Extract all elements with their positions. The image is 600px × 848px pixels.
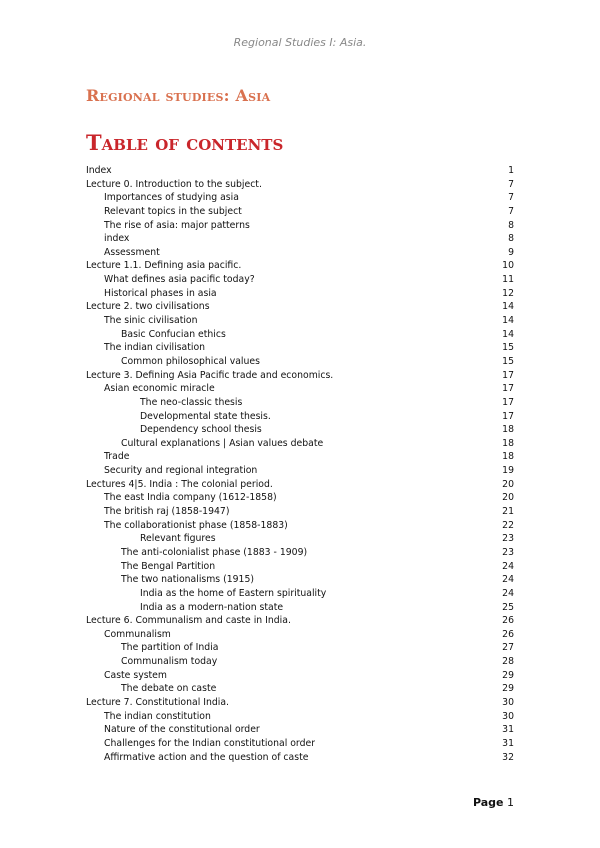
toc-entry[interactable] [86, 178, 514, 192]
toc-entry-page: 29 [502, 669, 514, 681]
toc-entry[interactable] [86, 450, 514, 464]
toc-entry[interactable] [86, 259, 514, 273]
toc-entry-page: 7 [508, 178, 514, 190]
toc-entry[interactable] [86, 205, 514, 219]
toc-entry-page: 31 [502, 737, 514, 749]
toc-entry[interactable] [86, 369, 514, 383]
toc-entry[interactable] [86, 328, 514, 342]
toc-entry-page: 19 [502, 465, 514, 477]
toc-entry-page: 9 [508, 246, 514, 258]
toc-entry[interactable] [86, 601, 514, 615]
toc-entry[interactable] [86, 696, 514, 710]
toc-entry-title: Lecture 2. two civilisations [86, 301, 210, 313]
toc-entry-title: Caste system [104, 669, 167, 681]
toc-entry-page: 18 [502, 424, 514, 436]
toc-entry-page: 24 [502, 574, 514, 586]
toc-entry-title: What defines asia pacific today? [104, 274, 255, 286]
toc-entry-page: 32 [502, 751, 514, 763]
toc-entry-page: 28 [502, 656, 514, 668]
toc-entry-title: The rise of asia: major patterns [104, 219, 250, 231]
toc-entry[interactable] [86, 587, 514, 601]
toc-entry-page: 1 [508, 165, 514, 176]
toc-entry-title: The neo-classic thesis [140, 396, 243, 408]
toc-entry-title: Historical phases in asia [104, 287, 217, 299]
toc-entry-page: 10 [502, 260, 514, 272]
toc-entry-title: Developmental state thesis. [140, 410, 271, 422]
toc-entry-page: 18 [502, 451, 514, 463]
toc-entry-title: Assessment [104, 246, 160, 258]
toc-entry[interactable] [86, 560, 514, 574]
toc-entry[interactable] [86, 382, 514, 396]
toc-entry-page: 30 [502, 696, 514, 708]
toc-entry-page: 30 [502, 710, 514, 722]
page-number: 1 [507, 796, 514, 809]
toc-entry[interactable] [86, 478, 514, 492]
toc-entry-page: 29 [502, 683, 514, 695]
toc-entry-title: The debate on caste [121, 683, 217, 695]
toc-entry-title: The collaborationist phase (1858-1883) [104, 519, 288, 531]
toc-entry[interactable] [86, 355, 514, 369]
toc-entry-title: The anti-colonialist phase (1883 - 1909) [121, 546, 308, 558]
document-title: Regional studies: Asia [86, 86, 271, 105]
toc-entry-page: 17 [502, 410, 514, 422]
toc-entry-page: 26 [502, 628, 514, 640]
toc-entry-title: Relevant figures [140, 533, 216, 545]
toc-entry[interactable] [86, 273, 514, 287]
toc-entry-page: 23 [502, 533, 514, 545]
toc-entry-title: Cultural explanations | Asian values debate [121, 437, 324, 449]
toc-entry-page: 15 [502, 355, 514, 367]
toc-entry-title: Lecture 7. Constitutional India. [86, 696, 229, 708]
toc-entry[interactable] [86, 219, 514, 233]
toc-entry-page: 15 [502, 342, 514, 354]
toc-entry-page: 17 [502, 396, 514, 408]
toc-entry[interactable] [86, 710, 514, 724]
toc-entry[interactable] [86, 519, 514, 533]
toc-entry[interactable] [86, 300, 514, 314]
toc-entry[interactable] [86, 246, 514, 260]
toc-entry[interactable] [86, 287, 514, 301]
toc-entry[interactable] [86, 423, 514, 437]
toc-entry-title: The partition of India [121, 642, 219, 654]
toc-entry-title: Basic Confucian ethics [121, 328, 226, 340]
toc-entry-title: The indian civilisation [104, 342, 206, 354]
toc-entry[interactable] [86, 164, 514, 178]
toc-entry-title: Security and regional integration [104, 465, 258, 477]
toc-entry[interactable] [86, 737, 514, 751]
toc-entry-page: 31 [502, 724, 514, 736]
toc-entry-title: Lecture 3. Defining Asia Pacific trade and economics. [86, 369, 334, 381]
page-label: Page [472, 796, 504, 809]
toc-entry[interactable] [86, 505, 514, 519]
toc-entry[interactable] [86, 723, 514, 737]
running-header: Regional Studies I: Asia. [233, 36, 367, 49]
page-footer [473, 796, 514, 809]
toc-entry-title: Relevant topics in the subject [104, 205, 242, 217]
toc-entry-page: 18 [502, 437, 514, 449]
toc-entry[interactable] [86, 314, 514, 328]
toc-entry-page: 24 [502, 587, 514, 599]
toc-entry[interactable] [86, 191, 514, 205]
toc-entry-page: 14 [502, 301, 514, 313]
toc-entry-page: 14 [502, 328, 514, 340]
toc-entry-title: Importances of studying asia [104, 192, 239, 204]
toc-entry[interactable] [86, 410, 514, 424]
toc-entry[interactable] [86, 464, 514, 478]
toc-entry-page: 11 [502, 274, 514, 286]
toc-entry-page: 17 [502, 383, 514, 395]
toc-entry-title: Trade [104, 451, 130, 463]
toc-entry-title: Common philosophical values [121, 355, 260, 367]
toc-entry[interactable] [86, 628, 514, 642]
toc-entry[interactable] [86, 669, 514, 683]
toc-heading: Table of contents [86, 130, 284, 155]
toc-entry[interactable] [86, 341, 514, 355]
toc-entry-page: 7 [508, 205, 514, 217]
toc-entry-title: Lecture 1.1. Defining asia pacific. [86, 260, 242, 272]
toc-entry-title: Index [86, 165, 112, 176]
toc-entry-title: index [104, 233, 130, 245]
toc-entry-page: 20 [502, 492, 514, 504]
toc-entry[interactable] [86, 573, 514, 587]
toc-entry-title: The british raj (1858-1947) [104, 506, 230, 518]
toc-entry-title: India as the home of Eastern spirituality [140, 587, 327, 599]
toc-entry-page: 12 [502, 287, 514, 299]
toc-entry-page: 20 [502, 478, 514, 490]
toc-entry-title: Dependency school thesis [140, 424, 262, 436]
toc-entry-title: Communalism today [121, 656, 218, 668]
toc-entry[interactable] [86, 751, 514, 765]
toc-entry-title: The Bengal Partition [121, 560, 216, 572]
toc-entry-page: 8 [508, 233, 514, 245]
table-of-contents [86, 164, 514, 764]
toc-entry[interactable] [86, 641, 514, 655]
toc-entry-title: The sinic civilisation [104, 315, 198, 327]
toc-entry-page: 25 [502, 601, 514, 613]
toc-entry-title: Asian economic miracle [104, 383, 215, 395]
toc-entry[interactable] [86, 655, 514, 669]
toc-entry-title: Challenges for the Indian constitutional order [104, 737, 316, 749]
toc-entry[interactable] [86, 232, 514, 246]
toc-entry-title: Communalism [104, 628, 171, 640]
toc-entry[interactable] [86, 614, 514, 628]
toc-entry-title: India as a modern-nation state [140, 601, 284, 613]
toc-entry-page: 23 [502, 546, 514, 558]
toc-entry-page: 7 [508, 192, 514, 204]
toc-entry[interactable] [86, 491, 514, 505]
toc-entry-page: 14 [502, 315, 514, 327]
toc-entry[interactable] [86, 396, 514, 410]
toc-entry[interactable] [86, 437, 514, 451]
toc-entry-title: Lecture 0. Introduction to the subject. [86, 178, 262, 190]
toc-entry[interactable] [86, 682, 514, 696]
toc-entry[interactable] [86, 532, 514, 546]
toc-entry-page: 8 [508, 219, 514, 231]
toc-entry-title: The indian constitution [104, 710, 211, 722]
toc-entry-title: Lecture 6. Communalism and caste in India. [86, 615, 291, 627]
toc-entry-title: Nature of the constitutional order [104, 724, 260, 736]
toc-entry-title: Affirmative action and the question of caste [104, 751, 309, 763]
toc-entry[interactable] [86, 546, 514, 560]
toc-entry-title: Lectures 4|5. India : The colonial period. [86, 478, 273, 490]
toc-entry-page: 17 [502, 369, 514, 381]
toc-entry-page: 27 [502, 642, 514, 654]
toc-entry-title: The east India company (1612-1858) [104, 492, 277, 504]
toc-entry-page: 26 [502, 615, 514, 627]
toc-entry-page: 22 [502, 519, 514, 531]
toc-entry-title: The two nationalisms (1915) [121, 574, 255, 586]
toc-entry-page: 24 [502, 560, 514, 572]
toc-entry-page: 21 [502, 506, 514, 518]
